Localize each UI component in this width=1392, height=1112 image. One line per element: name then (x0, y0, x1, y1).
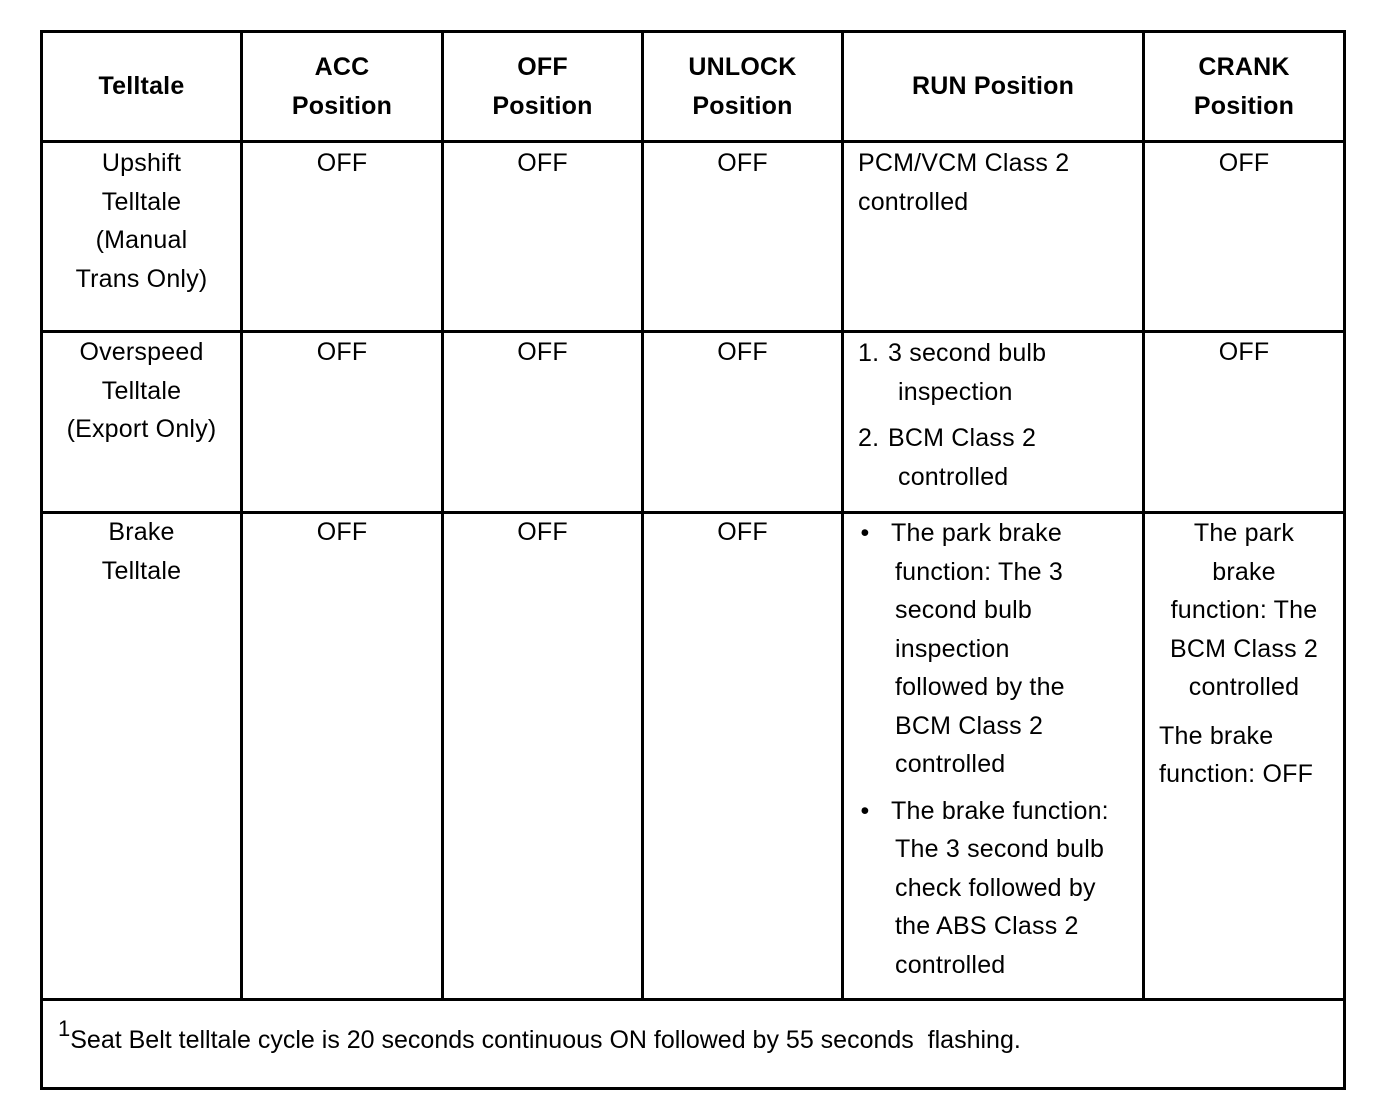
cell-off: OFF (517, 338, 568, 366)
header-line: Position (1193, 91, 1295, 120)
header-line: Position (291, 91, 393, 120)
list-item (855, 514, 1140, 784)
cell-line: brake (1212, 557, 1276, 586)
header-line: Telltale (98, 72, 185, 101)
cell-unlock: OFF (717, 338, 768, 366)
header-telltale (43, 33, 240, 140)
cell-line: function: The 3 (895, 557, 1063, 586)
list-item (858, 419, 1140, 496)
cell-line: second bulb (895, 596, 1033, 624)
cell-telltale-brake (43, 513, 240, 590)
footnote-marker: 1 (58, 1016, 71, 1041)
crank-brake (1145, 717, 1343, 794)
header-acc-position (243, 33, 441, 140)
cell-line: controlled (895, 750, 1006, 778)
header-line: Position (492, 91, 593, 120)
header-line: ACC (314, 53, 370, 81)
cell-line: inspection (895, 634, 1010, 663)
header-line: RUN Position (911, 72, 1075, 101)
cell-line: controlled (858, 187, 969, 216)
cell-crank: OFF (1218, 338, 1270, 366)
list-marker: 2. (858, 424, 880, 452)
cell-line: BCM Class 2 (895, 711, 1044, 740)
cell-line: Telltale (101, 556, 182, 585)
cell-line: controlled (898, 462, 1009, 491)
cell-run (858, 144, 1138, 221)
header-line: UNLOCK (688, 53, 797, 81)
cell-line: BCM Class 2 (888, 424, 1037, 452)
row-divider (40, 140, 1346, 143)
header-unlock-position (644, 33, 841, 140)
cell-unlock: OFF (717, 518, 768, 546)
cell-line: controlled (895, 950, 1006, 979)
cell-crank (1145, 514, 1343, 794)
cell-line: the ABS Class 2 (895, 912, 1079, 940)
bullet-marker: • (860, 519, 870, 547)
column-divider (841, 30, 844, 1000)
cell-line: BCM Class 2 (1169, 634, 1319, 663)
cell-line: function: OFF (1159, 760, 1314, 788)
cell-line: Overspeed (79, 338, 204, 366)
cell-telltale-overspeed (43, 333, 240, 449)
header-run-position (844, 33, 1142, 140)
cell-off: OFF (517, 149, 568, 177)
list-item (855, 792, 1140, 985)
list-marker: 1. (858, 339, 880, 367)
cell-unlock: OFF (717, 149, 768, 177)
cell-line: 3 second bulb (888, 339, 1047, 367)
cell-acc: OFF (316, 149, 368, 177)
header-line: OFF (517, 53, 568, 81)
header-line: Position (692, 91, 793, 120)
cell-line: followed by the (895, 673, 1065, 701)
cell-line: Telltale (101, 187, 182, 216)
cell-off: OFF (517, 518, 568, 546)
cell-line: Trans Only) (75, 264, 208, 293)
cell-line: The 3 second bulb (895, 835, 1105, 863)
cell-telltale-upshift (43, 144, 240, 298)
run-numbered-list (858, 334, 1140, 496)
cell-acc: OFF (316, 338, 368, 366)
cell-crank: OFF (1218, 149, 1270, 177)
cell-line: Upshift (101, 149, 182, 177)
row-divider (40, 998, 1346, 1001)
cell-line: The brake (1159, 721, 1274, 750)
cell-line: (Manual (95, 226, 188, 254)
cell-line: controlled (1188, 673, 1300, 701)
header-off-position (444, 33, 641, 140)
list-item (858, 334, 1140, 411)
header-crank-position (1145, 33, 1343, 140)
cell-line: function: The (1170, 596, 1318, 624)
cell-line: Brake (108, 518, 175, 546)
bullet-marker: • (860, 796, 870, 825)
header-line: CRANK (1198, 53, 1290, 81)
cell-line: (Export Only) (66, 415, 217, 443)
run-bullet-list (855, 514, 1140, 984)
cell-line: PCM/VCM Class 2 (858, 149, 1070, 177)
cell-line: The brake function: (891, 796, 1109, 825)
cell-line: Telltale (101, 376, 182, 405)
cell-line: check followed by (895, 873, 1096, 902)
cell-line: The park brake (891, 519, 1062, 547)
crank-park-brake (1145, 514, 1343, 707)
cell-acc: OFF (316, 518, 368, 546)
cell-run (855, 514, 1140, 992)
footnote (58, 1010, 1021, 1059)
cell-line: The park (1193, 519, 1295, 547)
footnote-text: Seat Belt telltale cycle is 20 seconds continuous ON followed by 55 seconds flashing. (70, 1026, 1021, 1054)
cell-line: inspection (898, 377, 1013, 406)
cell-run (858, 334, 1140, 504)
